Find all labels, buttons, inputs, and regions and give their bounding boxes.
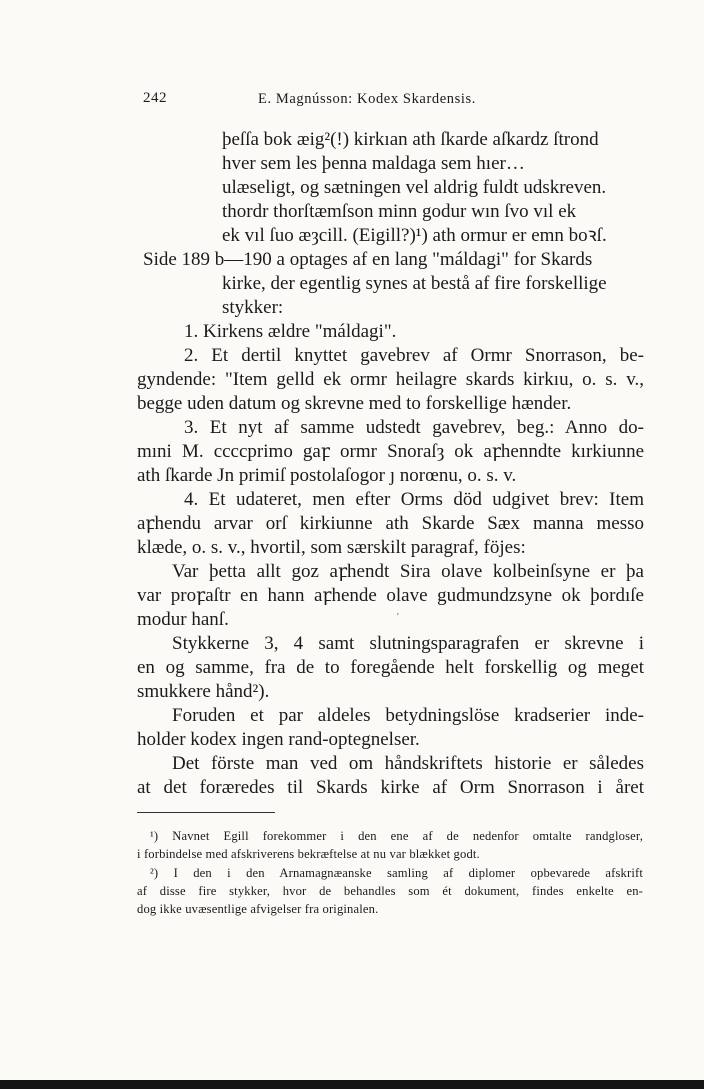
item-4-quote-line-1: Var þetta allt goz aꝼhendt Sira olave kolbeinſsyne er þa (172, 561, 644, 582)
paragraph-2-line-1: Foruden et par aldeles betydningslöse kradserier inde- (172, 705, 644, 726)
item-4-line-1: 4. Et udateret, men efter Orms död udgivet brev: Item (184, 489, 644, 510)
quote-line-5: ek vıl ſuo æȝcill. (Eigill?)¹) ath ormur er emn boꝛſ. (222, 225, 607, 246)
item-2-line-1: 2. Et dertil knyttet gavebrev af Ormr Snorrason, be- (184, 345, 644, 366)
quote-line-2: hver sem les þenna maldaga sem hıer… (222, 153, 525, 174)
footnote-rule (137, 812, 275, 813)
item-3-line-2: mıni M. ccccprimo gaꝼ ormr Snoraſȝ ok aꝼhenndte kırkiunne (137, 441, 644, 462)
quote-line-1: þeſſa bok æig²(!) kirkıan ath ſkarde aſkardz ſtrond (222, 129, 599, 150)
paragraph-3-line-2: at det foræredes til Skards kirke af Orm Snorrason i året (137, 777, 644, 798)
footnote-1-line-1: ¹) Navnet Egill forekommer i den ene af de nedenfor omtalte randgloser, (150, 829, 643, 843)
running-title: E. Magnússon: Kodex Skardensis. (258, 91, 476, 107)
item-4-line-3: klæde, o. s. v., hvortil, som særskilt paragraf, föjes: (137, 537, 526, 558)
page-number: 242 (143, 90, 167, 106)
tick-mark: ' (397, 612, 399, 623)
footnote-1-line-2: i forbindelse med afskriverens bekræftelse at nu var blækket godt. (137, 847, 480, 861)
footnote-2-line-3: dog ikke uvæsentlige afvigelser fra originalen. (137, 902, 379, 916)
footnote-2-line-1: ²) I den i den Arnamagnæanske samling af diplomer opbevarede afskrift (150, 866, 643, 880)
item-3-line-1: 3. Et nyt af samme udstedt gavebrev, beg.: Anno do- (184, 417, 644, 438)
item-2-line-3: begge uden datum og skrevne med to forskellige hænder. (137, 393, 572, 414)
item-4-quote-line-3: modur hanſ. (137, 609, 229, 630)
paragraph-3-line-1: Det förste man ved om håndskriftets historie er således (172, 753, 644, 774)
side-line-2: kirke, der egentlig synes at bestå af fire forskellige (222, 273, 607, 294)
item-1: 1. Kirkens ældre "máldagi". (184, 321, 397, 342)
quote-line-4: thordr thorſtæmſson minn godur wın ſvo vıl ek (222, 201, 577, 222)
item-2-line-2: gyndende: "Item gelld ek ormr heilagre skards kirkıu, o. s. v., (137, 369, 644, 390)
item-4-line-2: aꝼhendu arvar orſ kirkiunne ath Skarde Sæx manna messo (137, 513, 644, 534)
side-line-1: Side 189 b—190 a optages af en lang "máldagi" for Skards (143, 249, 593, 270)
side-line-3: stykker: (222, 297, 284, 318)
paragraph-1-line-2: en og samme, fra de to foregående helt forskellig og meget (137, 657, 644, 678)
item-3-line-3: ath ſkarde Jn primiſ postolaſogor ȷ norœnu, o. s. v. (137, 465, 517, 486)
paragraph-1-line-1: Stykkerne 3, 4 samt slutningsparagrafen er skrevne i (172, 633, 644, 654)
scan-edge (0, 1080, 704, 1089)
quote-line-3: ulæseligt, og sætningen vel aldrig fuldt udskreven. (222, 177, 607, 198)
paragraph-2-line-2: holder kodex ingen rand-optegnelser. (137, 729, 420, 750)
item-4-quote-line-2: var proꝼaſtr en hann aꝼhende olave gudmundzsyne ok þordıſe (137, 585, 644, 606)
paragraph-1-line-3: smukkere hånd²). (137, 681, 270, 702)
footnote-2-line-2: af disse fire stykker, hvor de behandles som ét dokument, findes enkelte en- (137, 884, 643, 898)
